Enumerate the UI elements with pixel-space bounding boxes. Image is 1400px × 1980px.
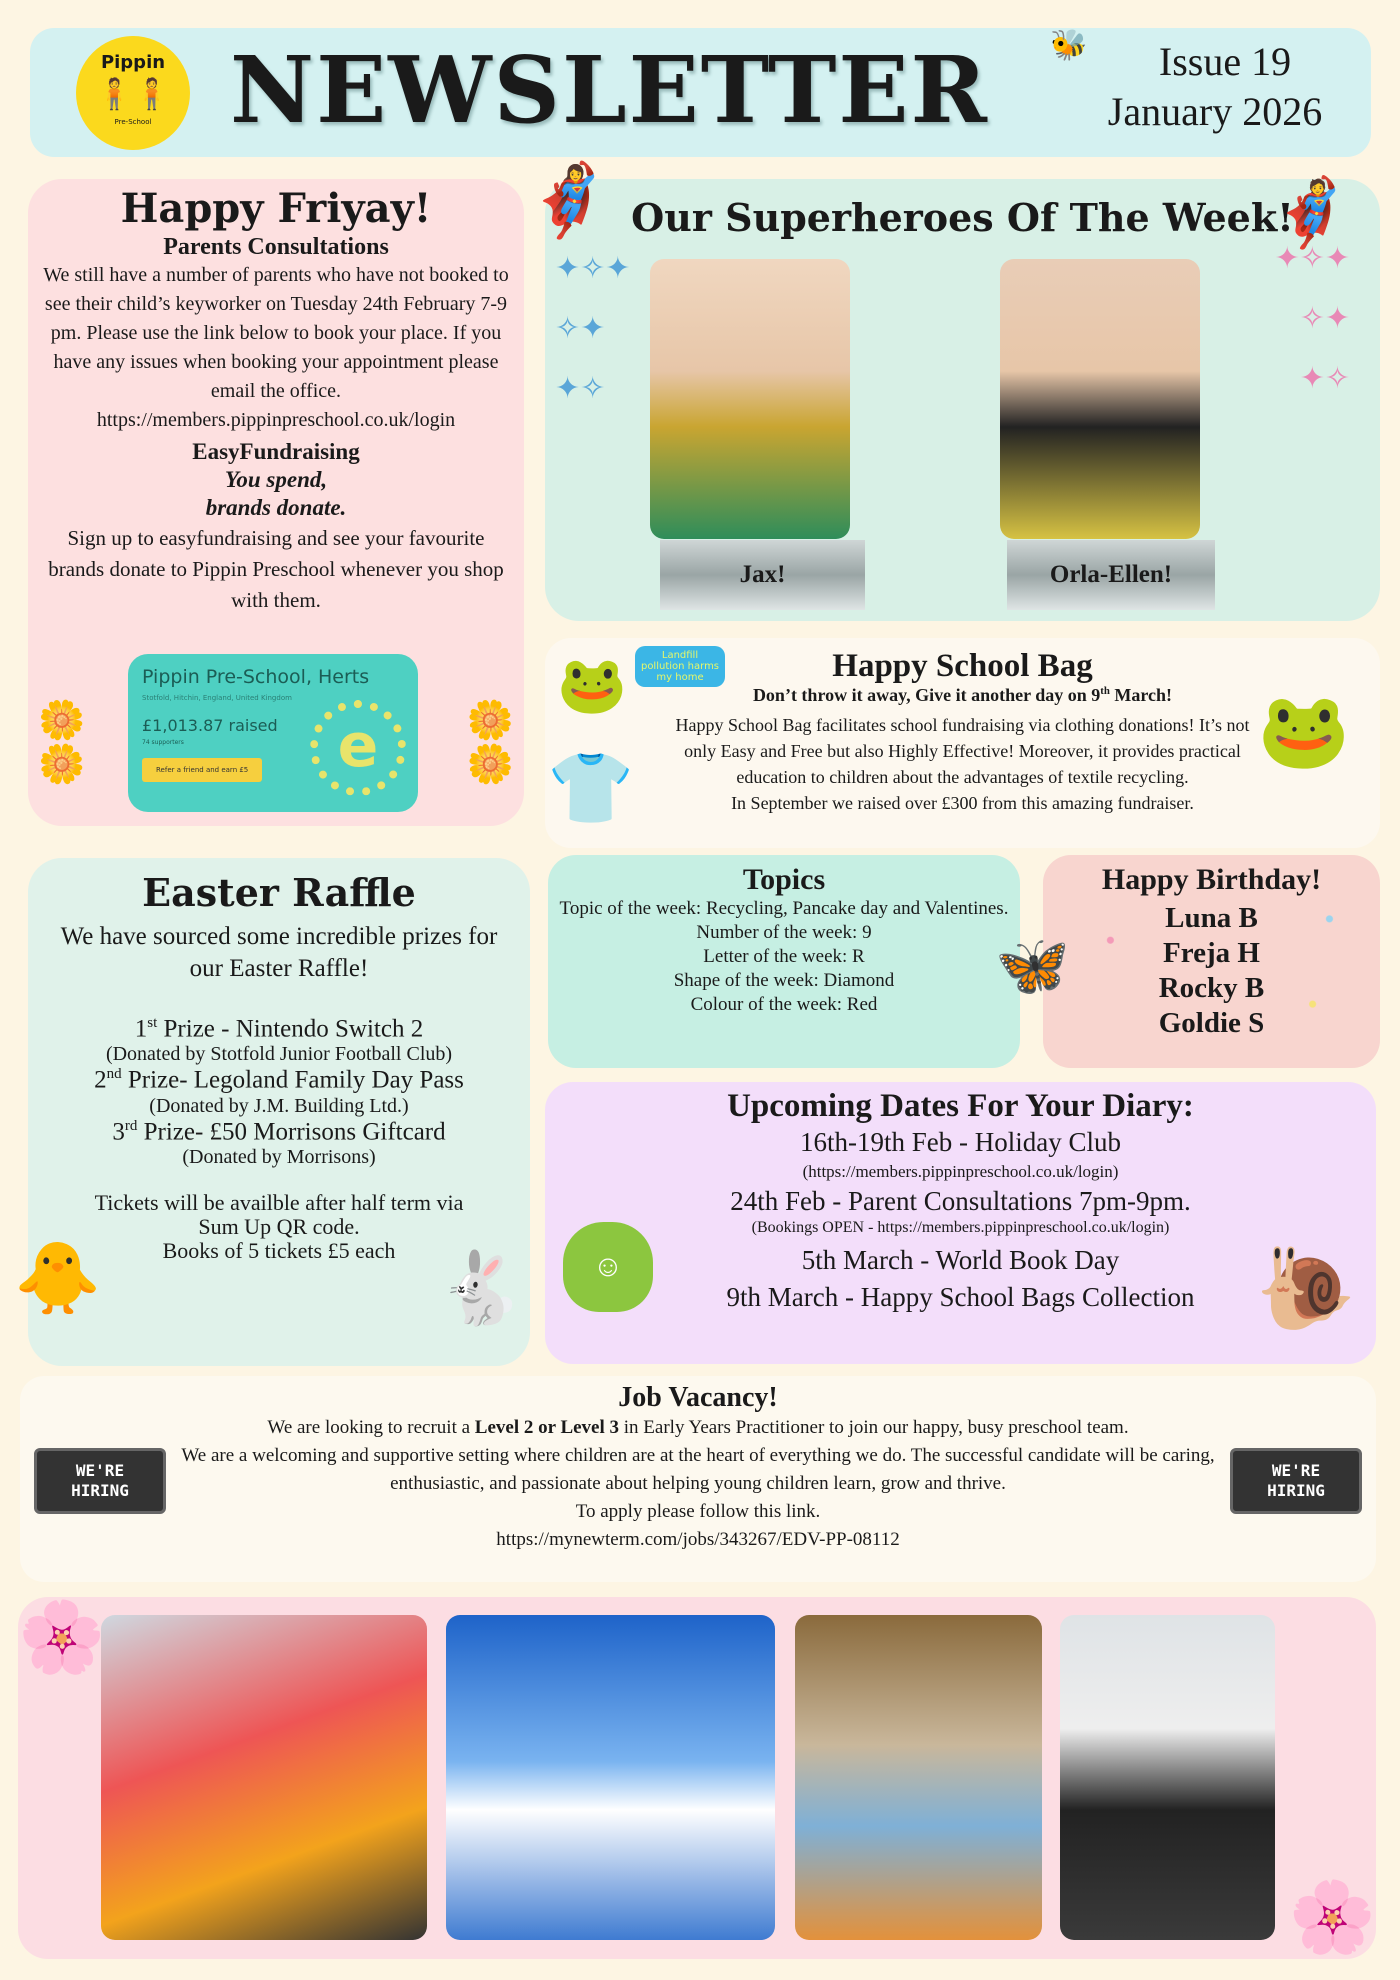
speech-bubble: Landfill pollution harms my home (635, 646, 725, 687)
school-bag-section: Happy School Bag Don’t throw it away, Give it another day on 9th March! Happy School Bag facilitates school fundraising via clothing donations! It’s not only Easy and Free but also Highly Effective! Moreover, it provides practical education to children about the advantages of textile recycling. In September we raised over £300 from this amazing fundraiser. 🐸 Landfill pollution harms my home 👕 🐸 (545, 638, 1380, 848)
frog-icon: 🐸 (557, 655, 627, 717)
job-vacancy-section: Job Vacancy! We are looking to recruit a Level 2 or Level 3 in Early Years Practitioner to join our happy, busy preschool team. We are a welcoming and supportive setting where children are at the heart of everything we do. The successful candidate will be caring, enthusiastic, and passionate about helping young children learn, grow and thrive. To apply please follow this link. https://mynewterm.com/jobs/343267/EDV-PP-08112 WE'RE HIRING WE'RE HIRING (20, 1376, 1376, 1582)
flower-icon: 🌸 (18, 1600, 106, 1677)
bunny-icon: 🐇 (436, 1251, 524, 1328)
consultation-link[interactable]: https://members.pippinpreschool.co.uk/login (96, 409, 456, 431)
topics-section: Topics Topic of the week: Recycling, Pancake day and Valentines. Number of the week: 9 Letter of the week: R Shape of the week: Diamond Colour of the week: Red (548, 855, 1020, 1068)
flower-icon: 🌸 (1288, 1880, 1376, 1957)
superheroes-section: Our Superheroes Of The Week! ✦✧✦ ✧✦ ✦✧ ✦✧✦ ✧✦ ✦✧ Jax! Orla-Ellen! (545, 179, 1380, 621)
pippin-logo: Pippin 🧍🧍 Pre-School (76, 36, 190, 150)
bee-icon: 🐝 (1050, 29, 1088, 62)
date-item: 9th March - Happy School Bags Collection (726, 1282, 1195, 1312)
superhero-girl-icon: 🦸‍♀️ (525, 163, 613, 240)
snail-icon: 🐌 (1256, 1246, 1356, 1334)
hero-photo-jax (650, 259, 850, 539)
hiring-sign: WE'RE HIRING (34, 1448, 166, 1514)
photo-flying-heroes (446, 1615, 775, 1940)
issue-number: Issue 19 (1158, 39, 1292, 84)
upcoming-dates-section: Upcoming Dates For Your Diary: 16th-19th Feb - Holiday Club (https://members.pippinpreschool.co.uk/login) 24th Feb - Parent Consultations 7pm-9pm. (Bookings OPEN - https://members.pippinpreschool.co.uk/login) 5th March - World Book Day 9th March - Happy School Bags Collection ☺ 🐌 (545, 1082, 1376, 1364)
photo-balance-board (795, 1615, 1042, 1940)
birthday-section: Happy Birthday! Luna B Freja H Rocky B Goldie S (1043, 855, 1380, 1068)
refer-friend-button[interactable]: Refer a friend and earn £5 (142, 758, 262, 782)
newsletter-title: NEWSLETTER (230, 36, 990, 144)
prize-item: 2nd Prize- Legoland Family Day Pass (94, 1066, 464, 1094)
date-item: 24th Feb - Parent Consultations 7pm-9pm. (730, 1186, 1191, 1216)
friyay-section: Happy Friyay! Parents Consultations We still have a number of parents who have not booked to see their child’s keyworker on Tuesday 24th February 7-9 pm. Please use the link below to book your place. If you have any issues when booking your appointment please email the office. https://members.pippinpreschool.co.uk/login EasyFundraising You spend, brands donate. Sign up to easyfundraising and see your favourite brands donate to Pippin Preschool whenever you shop with them. Pippin Pre-School, Herts Stotfold, Hitchin, England, United Kingdom £1,013.87 raised 74 supporters Refer a friend and earn £5 e 🌼 🌼 🌼 🌼 (28, 179, 524, 826)
photo-sensory-play (1060, 1615, 1275, 1940)
issue-date: January 2026 (1107, 89, 1323, 134)
sparkles-icon: ✦✧✦ ✧✦ ✦✧ (555, 252, 631, 405)
header-banner (30, 28, 1371, 157)
clothes-pile-icon: 👕 (547, 751, 635, 828)
easter-raffle-section: Easter Raffle We have sourced some incredible prizes for our Easter Raffle! 1st Prize - Nintendo Switch 2 (Donated by Stotfold Junior Football Club) 2nd Prize- Legoland Family Day Pass (Donated by J.M. Building Ltd.) 3rd Prize- £50 Morrisons Giftcard (Donated by Morrisons) Tickets will be availble after half term via Sum Up QR code. Books of 5 tickets £5 each 🐥 🐇 (28, 858, 530, 1366)
date-item: 16th-19th Feb - Holiday Club (800, 1127, 1121, 1157)
easyfundraising-logo: e (310, 700, 406, 796)
prize-item: 1st Prize - Nintendo Switch 2 (134, 1015, 424, 1043)
children-drawing-icon: 🧍🧍 (95, 77, 171, 112)
hiring-sign: WE'RE HIRING (1230, 1448, 1362, 1514)
butterfly-icon: 🦋 (995, 933, 1070, 999)
superhero-boy-icon: 🦸 (1270, 177, 1353, 250)
holiday-club-link[interactable]: (https://members.pippinpreschool.co.uk/login) (802, 1162, 1119, 1181)
happy-school-bag-logo: ☺ (563, 1222, 653, 1312)
chick-icon: 🐥 (14, 1241, 102, 1318)
hero-photo-orla-ellen (1000, 259, 1200, 539)
prize-item: 3rd Prize- £50 Morrisons Giftcard (112, 1117, 446, 1145)
daisy-icon: 🌼 🌼 (38, 700, 86, 786)
hero-banner: Jax! (660, 540, 865, 610)
sparkles-icon: ✦✧✦ ✧✦ ✦✧ (1274, 242, 1350, 395)
frog-with-bags-icon: 🐸 (1257, 691, 1350, 773)
daisy-icon: 🌼 🌼 (466, 700, 514, 786)
easyfundraising-card[interactable]: Pippin Pre-School, Herts Stotfold, Hitchin, England, United Kingdom £1,013.87 raised 74 supporters Refer a friend and earn £5 e (128, 654, 418, 812)
bookings-link[interactable]: (Bookings OPEN - https://members.pippinpreschool.co.uk/login) (751, 1219, 1170, 1236)
photo-strip (18, 1597, 1376, 1959)
job-application-link[interactable]: https://mynewterm.com/jobs/343267/EDV-PP-08112 (496, 1529, 900, 1550)
hero-banner: Orla-Ellen! (1007, 540, 1215, 610)
photo-superhero-kids (101, 1615, 427, 1940)
date-item: 5th March - World Book Day (801, 1245, 1120, 1275)
